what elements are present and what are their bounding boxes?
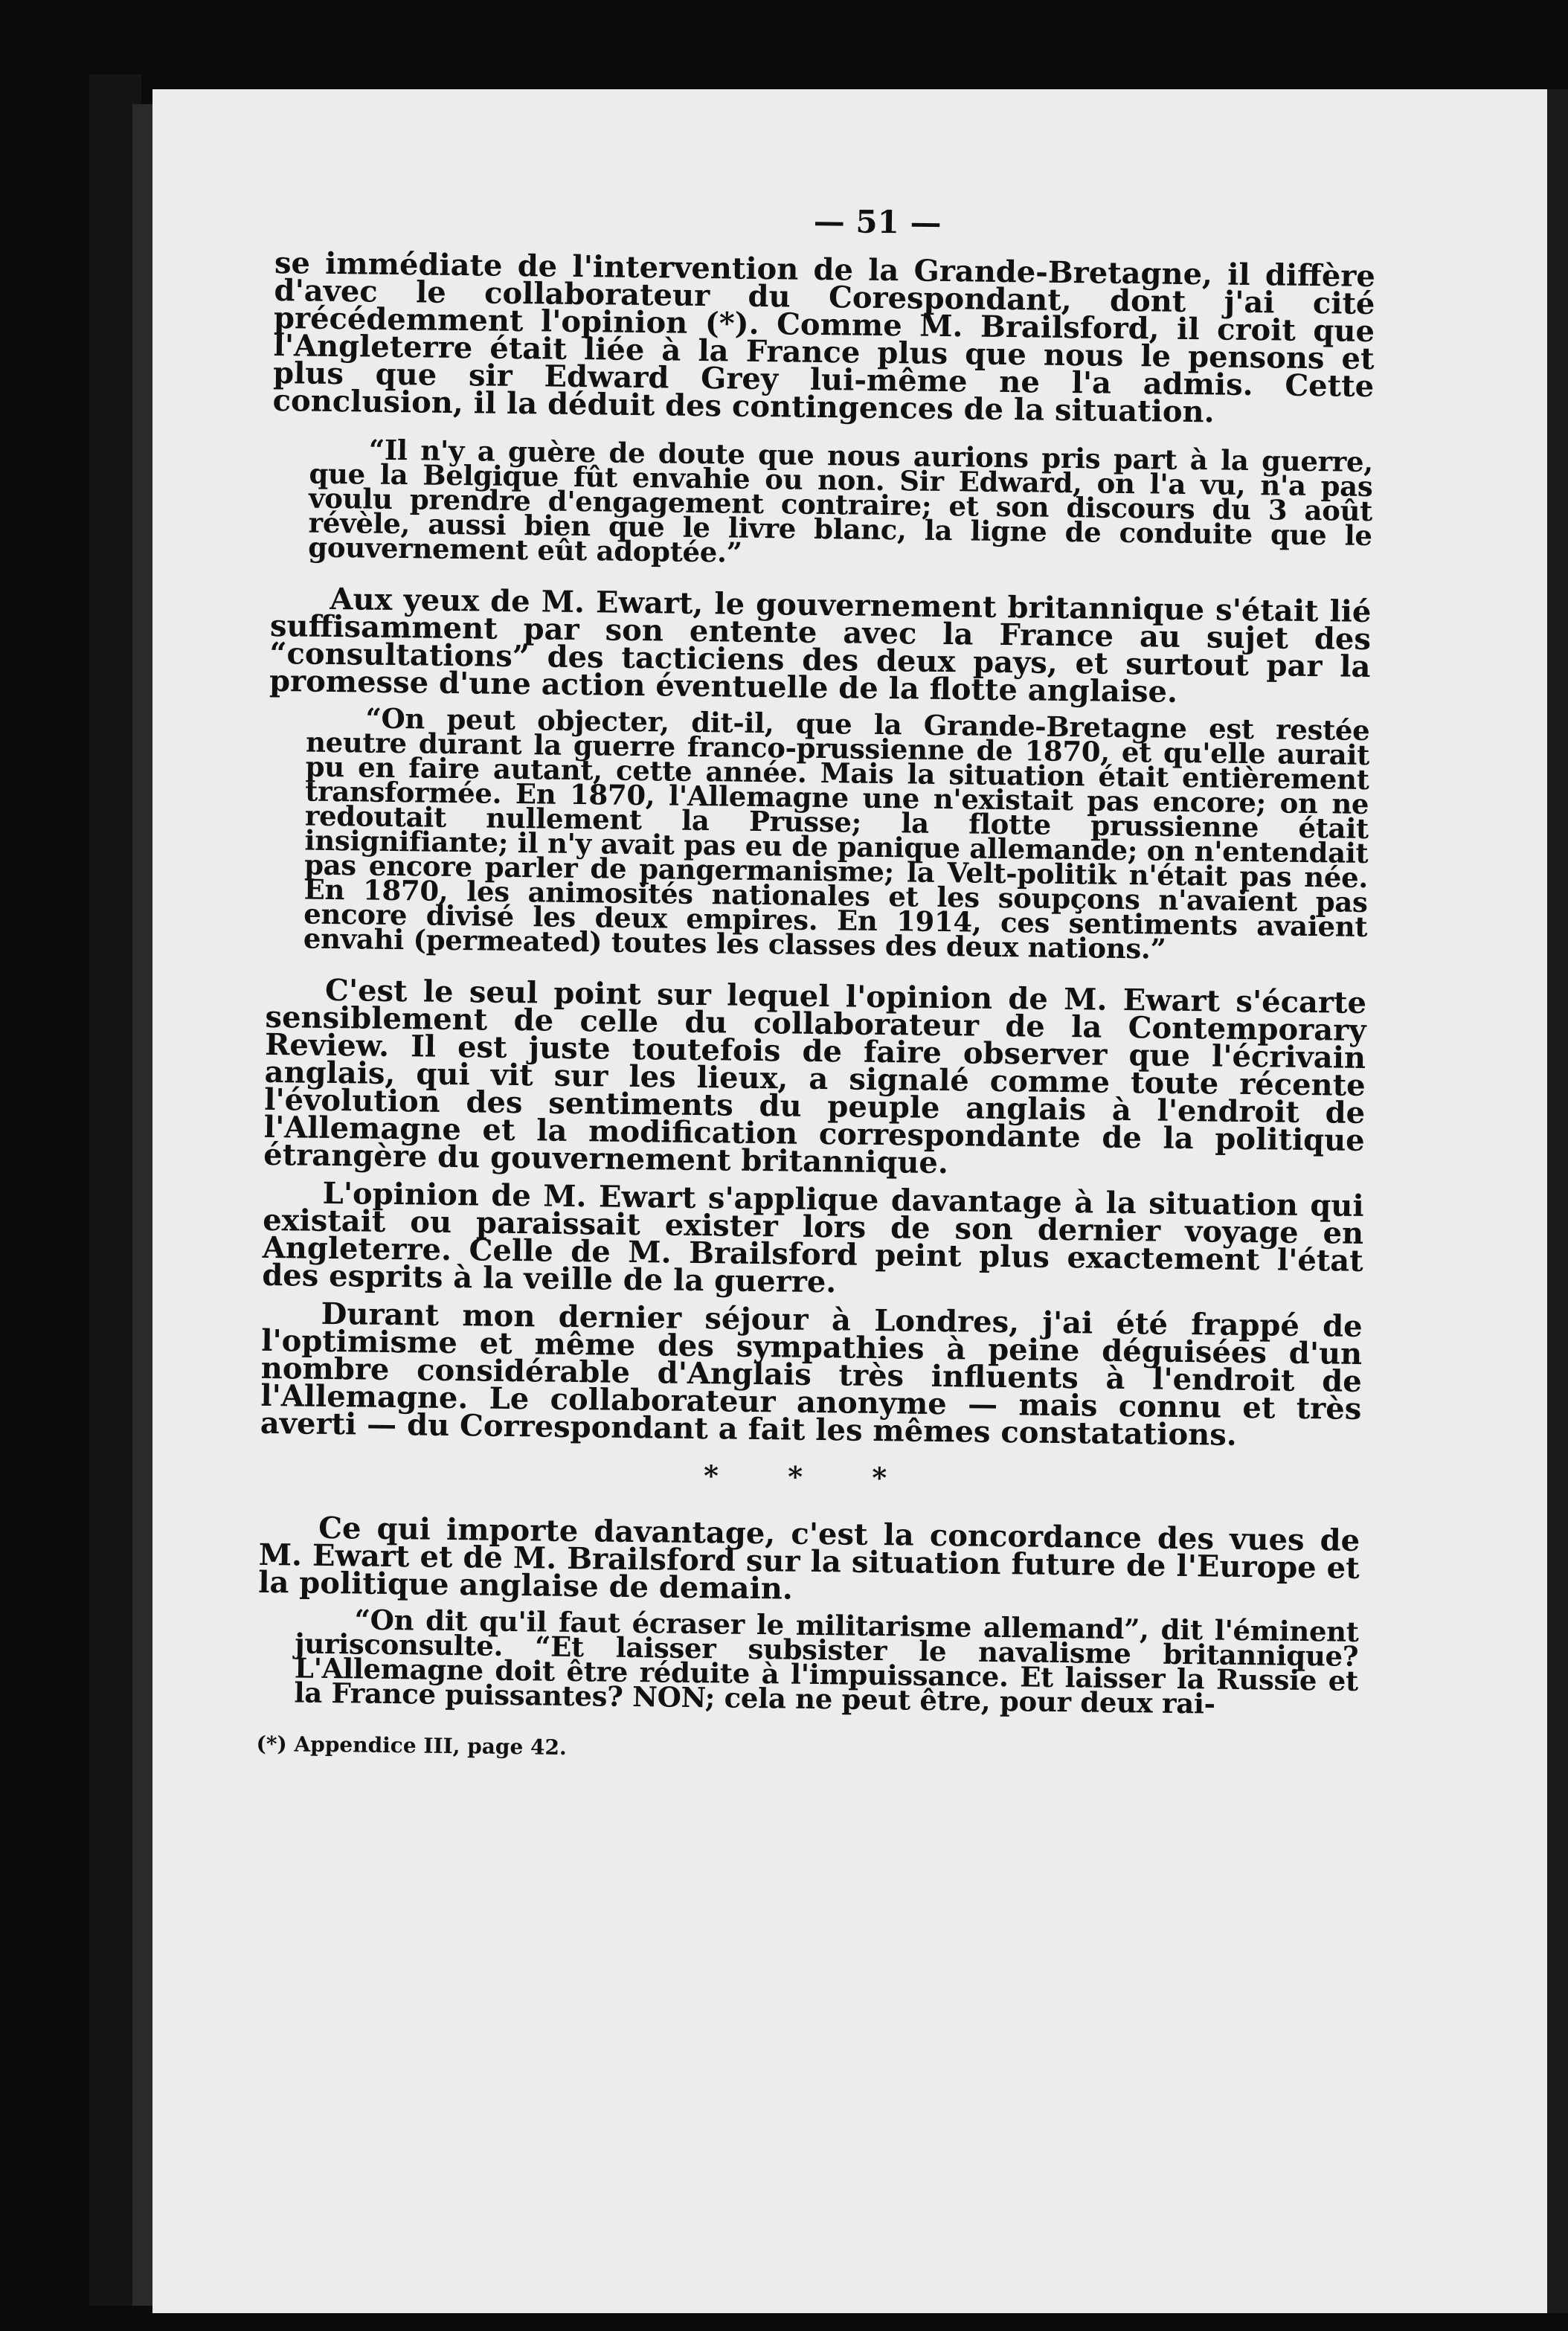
page-number: — 51 — [813,202,942,241]
paragraph-1: se immédiate de l'intervention de la Grande-Bretagne, il diffère d'avec le collaborateur du Corespondant, dont j'ai cité précédemment l'opinion (*). Comme M. Brailsford, il croit que l'Angleterre était liée à la France plus que nous le pensons et plus que sir Edward Grey lui-même ne l'a admis. Cette conclusion, il la déduit des contingences de la situation. [272,245,1376,430]
paragraph-3: C'est le seul point sur lequel l'opinion de M. Ewart s'écarte sensiblement de celle du collaborateur de la Contemporary Review. Il est juste toutefois de faire observer que l'écrivain anglais, qui vit sur les lieux, a signalé comme toute récente l'évolution des sentiments du peuple anglais à l'endroit de l'Allemagne et la modification correspondante de la politique étrangère du gouvernement britannique. [263,972,1367,1181]
paragraph-6: Ce qui importe davantage, c'est la concordance des vues de M. Ewart et de M. Brailsford sur la situation future de l'Europe et la politique anglaise de demain. [258,1510,1360,1607]
scan-border-right [1547,89,1568,2313]
footnote: (*) Appendice III, page 42. [256,1731,567,1760]
quote-2: “On peut objecter, dit-il, que la Grande-Bretagne est restée neutre durant la guerre franco-prussienne de 1870, et qu'elle aurait pu en faire autant, cette année. Mais la situation était entièrement transformée. En 1870, l'Allemagne une n'existait pas encore; on ne redoutait nullement la Prusse; la flotte prussienne était insignifiante; il n'y avait pas eu de panique allemande; on n'entendait pas encore parler de pangermanisme; la Velt-politik n'était pas née. En 1870, les animosités nationales et les soupçons n'avaient pas encore divisé les deux empires. En 1914, ces sentiments avaient envahi (permeated) toutes les classes des deux nations.” [303,701,1370,965]
page-binding-edge [132,104,155,2306]
section-separator: * * * [703,1459,917,1495]
paragraph-5: Durant mon dernier séjour à Londres, j'ai été frappé de l'optimisme et même des sympathies à peine déguisées d'un nombre considérable d'Anglais très influents à l'endroit de l'Allemagne. Le collaborateur anonyme — mais connu et très averti — du Correspondant a fait les mêmes constatations. [260,1296,1363,1453]
quote-3: “On dit qu'il faut écraser le militarisme allemand”, dit l'éminent jurisconsulte. “Et laisser subsister le navalisme britannique? L'Allemagne doit être réduite à l'impuissance. Et laisser la Russie et la France puissantes? NON; cela ne peut être, pour deux rai- [294,1603,1359,1720]
page-text [256,201,1375,1771]
paragraph-4: L'opinion de M. Ewart s'applique davantage à la situation qui existait ou paraissait exister lors de son dernier voyage en Angleterre. Celle de M. Brailsford peint plus exactement l'état des esprits à la veille de la guerre. [262,1175,1364,1300]
paragraph-2: Aux yeux de M. Ewart, le gouvernement britannique s'était lié suffisamment par son entente avec la France au sujet des “consultations” des tacticiens des deux pays, et surtout par la promesse d'une action éventuelle de la flotte anglaise. [269,581,1372,710]
quote-1: “Il n'y a guère de doute que nous aurions pris part à la guerre, que la Belgique fût envahie ou non. Sir Edward, on l'a vu, n'a pas voulu prendre d'engagement contraire; et son discours du 3 août révèle, aussi bien que le livre blanc, la ligne de conduite que le gouvernement eût adoptée.” [308,433,1374,569]
